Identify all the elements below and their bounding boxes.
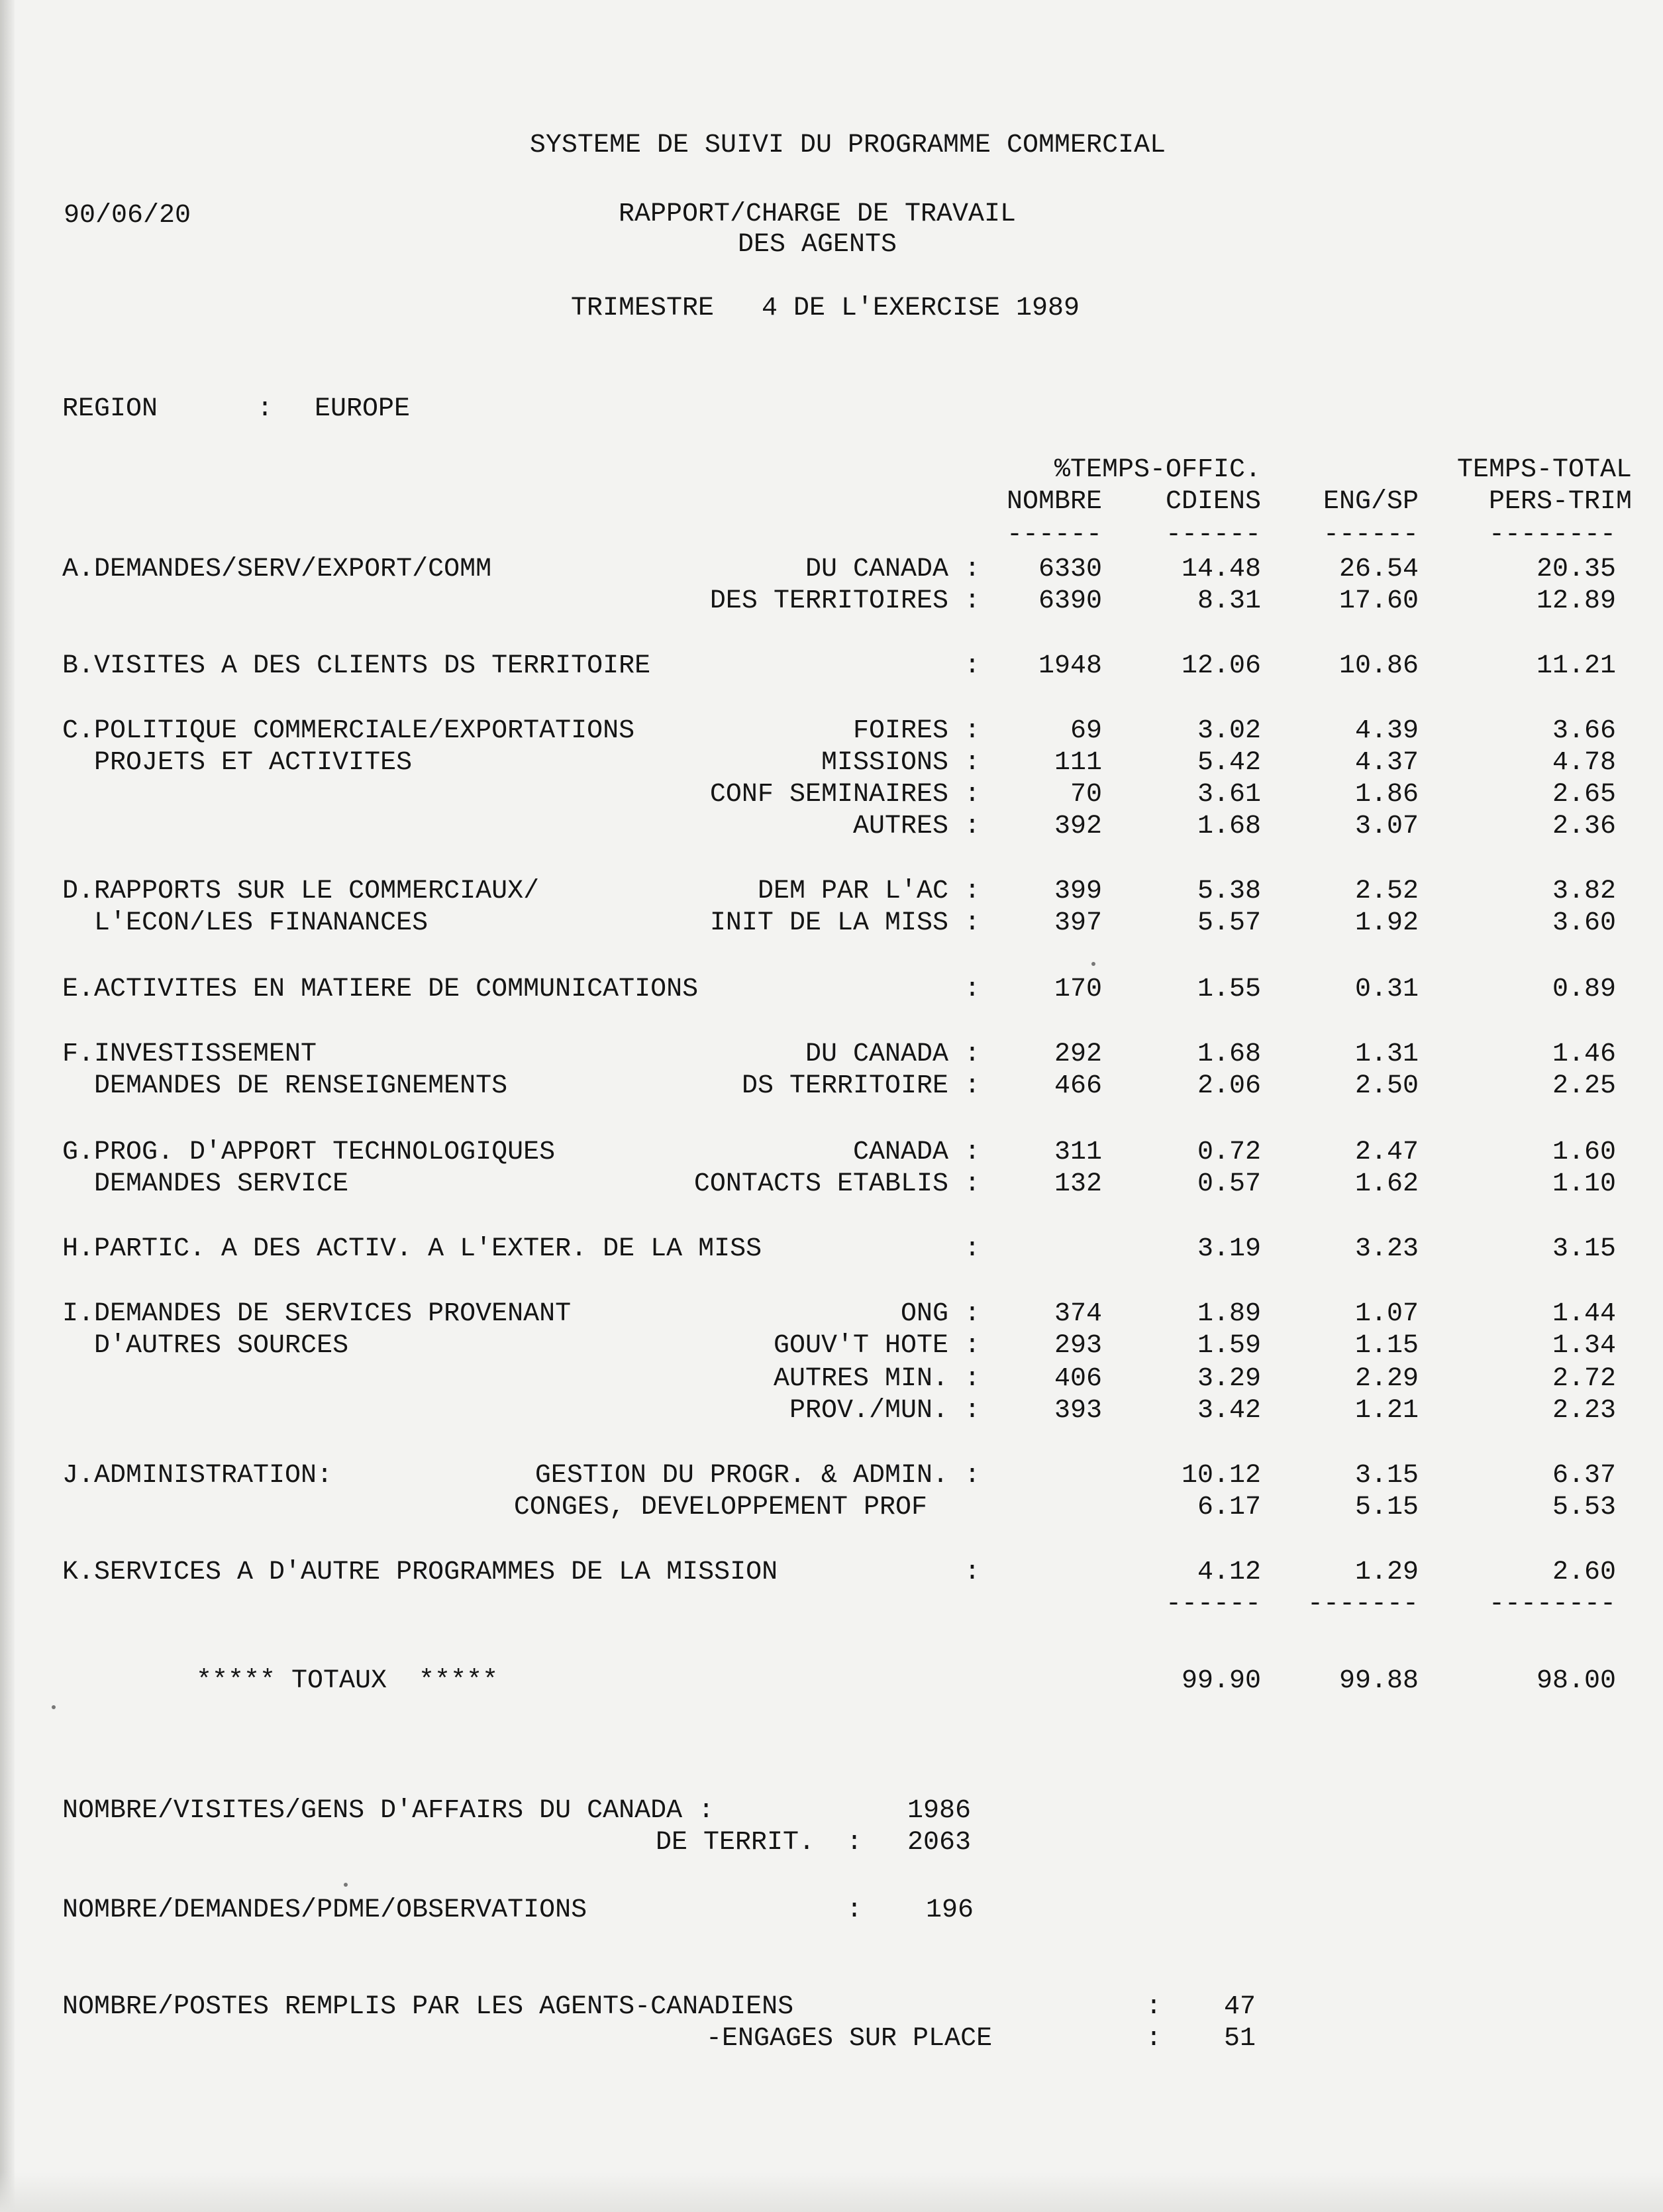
- row-value-cell: 20.35: [1536, 554, 1616, 584]
- column-rule: --------: [1488, 520, 1616, 550]
- row-category-label: H.PARTIC. A DES ACTIV. A L'EXTER. DE LA MISS: [62, 1234, 762, 1264]
- row-subcategory-label: FOIRES :: [852, 716, 980, 746]
- row-value-cell: 3.07: [1354, 812, 1419, 841]
- row-subcategory-label: CONF SEMINAIRES :: [709, 780, 980, 810]
- row-value-cell: 1.10: [1552, 1169, 1616, 1199]
- row-subcategory-label: CONGES, DEVELOPPEMENT PROF: [513, 1493, 927, 1522]
- row-value-cell: 3.61: [1197, 780, 1261, 810]
- row-value-cell: 6390: [1038, 586, 1102, 616]
- row-value-cell: 1.29: [1354, 1557, 1419, 1587]
- row-value-cell: 0.89: [1552, 974, 1616, 1004]
- row-subcategory-label: AUTRES :: [852, 812, 980, 841]
- row-value-cell: 0.31: [1354, 974, 1419, 1004]
- row-value-cell: 2.72: [1552, 1364, 1616, 1394]
- row-value-cell: 393: [1054, 1396, 1102, 1426]
- row-value-cell: 14.48: [1181, 554, 1261, 584]
- row-value-cell: 466: [1054, 1071, 1102, 1101]
- row-value-cell: 293: [1054, 1331, 1102, 1361]
- row-value-cell: 4.12: [1197, 1557, 1261, 1587]
- row-value-cell: 8.31: [1197, 586, 1261, 616]
- row-subcategory-label: PROV./MUN. :: [789, 1396, 980, 1426]
- row-value-cell: 2.23: [1552, 1396, 1616, 1426]
- row-value-cell: 3.02: [1197, 716, 1261, 746]
- row-subcategory-label: CONTACTS ETABLIS :: [693, 1169, 980, 1199]
- row-value-cell: 3.60: [1552, 908, 1616, 938]
- totals-value: 98.00: [1536, 1666, 1616, 1696]
- row-value-cell: 4.78: [1552, 748, 1616, 778]
- row-subcategory-label: GESTION DU PROGR. & ADMIN. :: [534, 1461, 980, 1491]
- postes-colon: :: [1146, 1992, 1162, 2022]
- scan-speck: [52, 1705, 56, 1709]
- engages-colon: :: [1146, 2024, 1162, 2054]
- row-value-cell: 397: [1054, 908, 1102, 938]
- row-value-cell: 6330: [1038, 554, 1102, 584]
- row-value-cell: 3.42: [1197, 1396, 1261, 1426]
- row-value-cell: 1.68: [1197, 812, 1261, 841]
- report-date: 90/06/20: [64, 201, 191, 231]
- row-value-cell: 6.17: [1197, 1493, 1261, 1522]
- totals-rule: --------: [1488, 1589, 1616, 1619]
- row-category-label: DEMANDES DE RENSEIGNEMENTS: [62, 1071, 508, 1101]
- column-rule: ------: [1323, 520, 1419, 550]
- system-title: SYSTEME DE SUIVI DU PROGRAMME COMMERCIAL: [529, 131, 1166, 160]
- row-value-cell: 1.89: [1197, 1299, 1261, 1329]
- row-value-cell: 4.37: [1354, 748, 1419, 778]
- row-category-label: K.SERVICES A D'AUTRE PROGRAMMES DE LA MISSION: [62, 1557, 778, 1587]
- row-category-label: E.ACTIVITES EN MATIERE DE COMMUNICATIONS: [62, 974, 699, 1004]
- row-value-cell: 1.59: [1197, 1331, 1261, 1361]
- row-value-cell: 3.15: [1552, 1234, 1616, 1264]
- row-value-cell: 70: [1070, 780, 1102, 810]
- totals-rule: -------: [1307, 1589, 1419, 1619]
- row-subcategory-label: MISSIONS :: [821, 748, 980, 778]
- row-value-cell: 1948: [1038, 651, 1102, 681]
- visits-territ-value: 2063: [907, 1828, 972, 1858]
- report-period: TRIMESTRE 4 DE L'EXERCISE 1989: [570, 293, 1080, 323]
- postes-engages-value: 51: [1224, 2024, 1256, 2054]
- row-value-cell: 374: [1054, 1299, 1102, 1329]
- row-subcategory-label: DEM PAR L'AC :: [757, 876, 980, 906]
- row-value-cell: 0.57: [1197, 1169, 1261, 1199]
- row-category-label: L'ECON/LES FINANANCES: [62, 908, 428, 938]
- column-header-top: %TEMPS-OFFIC.: [1054, 455, 1261, 485]
- row-subcategory-label: GOUV'T HOTE :: [773, 1331, 980, 1361]
- row-value-cell: 6.37: [1552, 1461, 1616, 1491]
- row-value-cell: 111: [1054, 748, 1102, 778]
- row-value-cell: 292: [1054, 1039, 1102, 1069]
- row-category-label: A.DEMANDES/SERV/EXPORT/COMM: [62, 554, 492, 584]
- row-value-cell: 5.42: [1197, 748, 1261, 778]
- row-value-cell: 17.60: [1338, 586, 1419, 616]
- row-value-cell: 311: [1054, 1137, 1102, 1167]
- row-value-cell: 3.19: [1197, 1234, 1261, 1264]
- row-value-cell: 10.12: [1181, 1461, 1261, 1491]
- demandes-label: NOMBRE/DEMANDES/PDME/OBSERVATIONS: [62, 1895, 587, 1925]
- engages-label: -ENGAGES SUR PLACE: [706, 2024, 993, 2054]
- visits-canada-value: 1986: [907, 1796, 972, 1826]
- postes-label: NOMBRE/POSTES REMPLIS PAR LES AGENTS-CANADIENS: [62, 1992, 794, 2022]
- row-value-cell: 1.07: [1354, 1299, 1419, 1329]
- row-value-cell: 1.60: [1552, 1137, 1616, 1167]
- column-header: CDIENS: [1165, 487, 1261, 517]
- row-subcategory-label: DU CANADA :: [805, 554, 980, 584]
- report-title: RAPPORT/CHARGE DE TRAVAIL: [618, 199, 1017, 229]
- scan-bottom-shade: [0, 2172, 1663, 2212]
- row-value-cell: 1.46: [1552, 1039, 1616, 1069]
- row-value-cell: 1.55: [1197, 974, 1261, 1004]
- row-category-label: DEMANDES SERVICE: [62, 1169, 349, 1199]
- row-value-cell: 2.06: [1197, 1071, 1261, 1101]
- row-value-cell: 5.53: [1552, 1493, 1616, 1522]
- column-header-top: TEMPS-TOTAL: [1456, 455, 1632, 485]
- row-value-cell: 1.62: [1354, 1169, 1419, 1199]
- row-value-cell: 3.23: [1354, 1234, 1419, 1264]
- row-subcategory-label: :: [964, 1234, 980, 1264]
- row-value-cell: 26.54: [1338, 554, 1419, 584]
- visits-territ-label: DE TERRIT. :: [655, 1828, 862, 1858]
- region-value: EUROPE: [315, 394, 411, 424]
- row-subcategory-label: DS TERRITOIRE :: [741, 1071, 980, 1101]
- column-header: NOMBRE: [1006, 487, 1102, 517]
- row-value-cell: 406: [1054, 1364, 1102, 1394]
- row-value-cell: 4.39: [1354, 716, 1419, 746]
- row-value-cell: 132: [1054, 1169, 1102, 1199]
- row-value-cell: 1.44: [1552, 1299, 1616, 1329]
- row-category-label: F.INVESTISSEMENT: [62, 1039, 317, 1069]
- report-title-line2: DES AGENTS: [737, 230, 897, 260]
- demandes-value: 196: [926, 1895, 974, 1925]
- column-rule: ------: [1006, 520, 1102, 550]
- row-value-cell: 2.36: [1552, 812, 1616, 841]
- row-value-cell: 392: [1054, 812, 1102, 841]
- row-category-label: I.DEMANDES DE SERVICES PROVENANT: [62, 1299, 572, 1329]
- row-subcategory-label: ONG :: [900, 1299, 980, 1329]
- row-category-label: B.VISITES A DES CLIENTS DS TERRITOIRE: [62, 651, 651, 681]
- postes-canadiens-value: 47: [1224, 1992, 1256, 2022]
- row-value-cell: 399: [1054, 876, 1102, 906]
- row-value-cell: 2.29: [1354, 1364, 1419, 1394]
- row-value-cell: 0.72: [1197, 1137, 1261, 1167]
- row-value-cell: 12.06: [1181, 651, 1261, 681]
- row-value-cell: 2.25: [1552, 1071, 1616, 1101]
- row-subcategory-label: :: [964, 974, 980, 1004]
- row-value-cell: 3.82: [1552, 876, 1616, 906]
- row-value-cell: 69: [1070, 716, 1102, 746]
- row-subcategory-label: INIT DE LA MISS :: [709, 908, 980, 938]
- row-value-cell: 12.89: [1536, 586, 1616, 616]
- demandes-colon: :: [846, 1895, 863, 1925]
- totals-rule: ------: [1165, 1589, 1261, 1619]
- row-category-label: D.RAPPORTS SUR LE COMMERCIAUX/: [62, 876, 540, 906]
- row-value-cell: 3.29: [1197, 1364, 1261, 1394]
- column-header: ENG/SP: [1323, 487, 1419, 517]
- totals-value: 99.90: [1181, 1666, 1261, 1696]
- region-label: REGION: [62, 394, 158, 424]
- visits-canada-label: NOMBRE/VISITES/GENS D'AFFAIRS DU CANADA :: [62, 1796, 715, 1826]
- row-value-cell: 2.50: [1354, 1071, 1419, 1101]
- totals-value: 99.88: [1338, 1666, 1419, 1696]
- row-subcategory-label: AUTRES MIN. :: [773, 1364, 980, 1394]
- row-value-cell: 10.86: [1338, 651, 1419, 681]
- scan-left-edge: [0, 0, 15, 2212]
- row-value-cell: 1.34: [1552, 1331, 1616, 1361]
- row-value-cell: 2.47: [1354, 1137, 1419, 1167]
- column-header: PERS-TRIM: [1488, 487, 1632, 517]
- row-value-cell: 2.52: [1354, 876, 1419, 906]
- row-value-cell: 1.86: [1354, 780, 1419, 810]
- row-value-cell: 5.15: [1354, 1493, 1419, 1522]
- row-value-cell: 1.31: [1354, 1039, 1419, 1069]
- row-value-cell: 170: [1054, 974, 1102, 1004]
- row-value-cell: 2.60: [1552, 1557, 1616, 1587]
- row-subcategory-label: CANADA :: [852, 1137, 980, 1167]
- row-value-cell: 5.57: [1197, 908, 1261, 938]
- row-value-cell: 1.68: [1197, 1039, 1261, 1069]
- row-subcategory-label: DES TERRITOIRES :: [709, 586, 980, 616]
- row-category-label: D'AUTRES SOURCES: [62, 1331, 349, 1361]
- row-value-cell: 11.21: [1536, 651, 1616, 681]
- row-value-cell: 2.65: [1552, 780, 1616, 810]
- row-value-cell: 1.15: [1354, 1331, 1419, 1361]
- row-category-label: G.PROG. D'APPORT TECHNOLOGIQUES: [62, 1137, 556, 1167]
- scan-speck: [344, 1883, 348, 1887]
- region-colon: :: [257, 394, 274, 424]
- row-category-label: C.POLITIQUE COMMERCIALE/EXPORTATIONS: [62, 716, 635, 746]
- row-value-cell: 1.21: [1354, 1396, 1419, 1426]
- row-value-cell: 5.38: [1197, 876, 1261, 906]
- row-category-label: PROJETS ET ACTIVITES: [62, 748, 413, 778]
- row-subcategory-label: :: [964, 1557, 980, 1587]
- row-category-label: J.ADMINISTRATION:: [62, 1461, 333, 1491]
- scan-speck: [1091, 962, 1095, 966]
- row-value-cell: 3.66: [1552, 716, 1616, 746]
- row-subcategory-label: DU CANADA :: [805, 1039, 980, 1069]
- totals-label: ***** TOTAUX *****: [196, 1666, 499, 1696]
- row-value-cell: 1.92: [1354, 908, 1419, 938]
- row-value-cell: 3.15: [1354, 1461, 1419, 1491]
- column-rule: ------: [1165, 520, 1261, 550]
- row-subcategory-label: :: [964, 651, 980, 681]
